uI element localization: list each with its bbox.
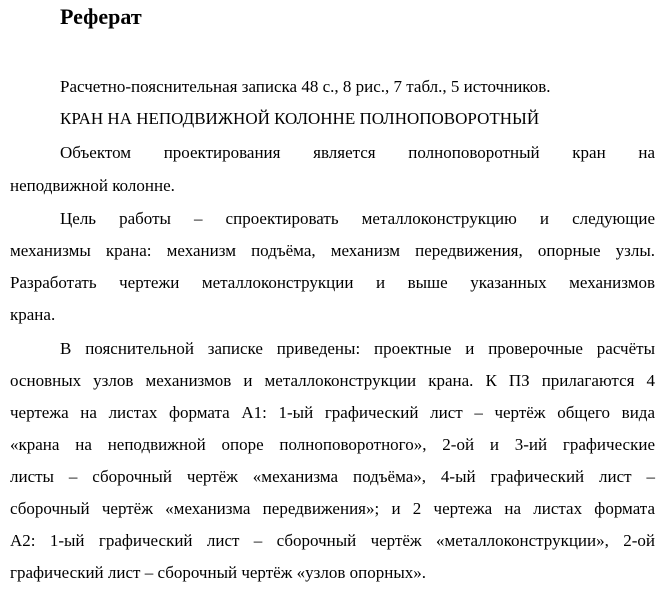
- paragraph-contents-line-3: чертежа на листах формата А1: 1-ый графический лист – чертёж общего вида: [10, 403, 655, 422]
- paragraph-object-line-2: неподвижной колонне.: [10, 176, 175, 195]
- paragraph-contents-line-8: графический лист – сборочный чертёж «узлов опорных».: [10, 563, 427, 582]
- paragraph-contents-line-1: В пояснительной записке приведены: проектные и проверочные расчёты: [60, 339, 655, 358]
- paragraph-contents-line-5: листы – сборочный чертёж «механизма подъёма», 4-ый графический лист –: [10, 467, 655, 486]
- paragraph-contents-line-7: А2: 1-ый графический лист – сборочный чертёж «металлоконструкции», 2-ой: [10, 531, 655, 550]
- paragraph-goal-line-3: Разработать чертежи металлоконструкции и выше указанных механизмов: [10, 273, 655, 292]
- document-subject-title: КРАН НА НЕПОДВИЖНОЙ КОЛОННЕ ПОЛНОПОВОРОТНЫЙ: [60, 109, 540, 128]
- summary-line: Расчетно-пояснительная записка 48 с., 8 рис., 7 табл., 5 источников.: [60, 77, 551, 96]
- paragraph-goal-line-4: крана.: [10, 305, 56, 324]
- paragraph-object-line-1: Объектом проектирования является полноповоротный кран на: [60, 143, 655, 162]
- paragraph-goal-line-2: механизмы крана: механизм подъёма, механизм передвижения, опорные узлы.: [10, 241, 655, 260]
- page-title: Реферат: [60, 4, 142, 29]
- paragraph-contents-line-4: «крана на неподвижной опоре полноповоротного», 2-ой и 3-ий графические: [10, 435, 655, 454]
- paragraph-contents-line-6: сборочный чертёж «механизма передвижения»; и 2 чертежа на листах формата: [10, 499, 655, 518]
- paragraph-goal-line-1: Цель работы – спроектировать металлоконструкцию и следующие: [60, 209, 655, 228]
- paragraph-contents-line-2: основных узлов механизмов и металлоконструкции крана. К ПЗ прилагаются 4: [10, 371, 655, 390]
